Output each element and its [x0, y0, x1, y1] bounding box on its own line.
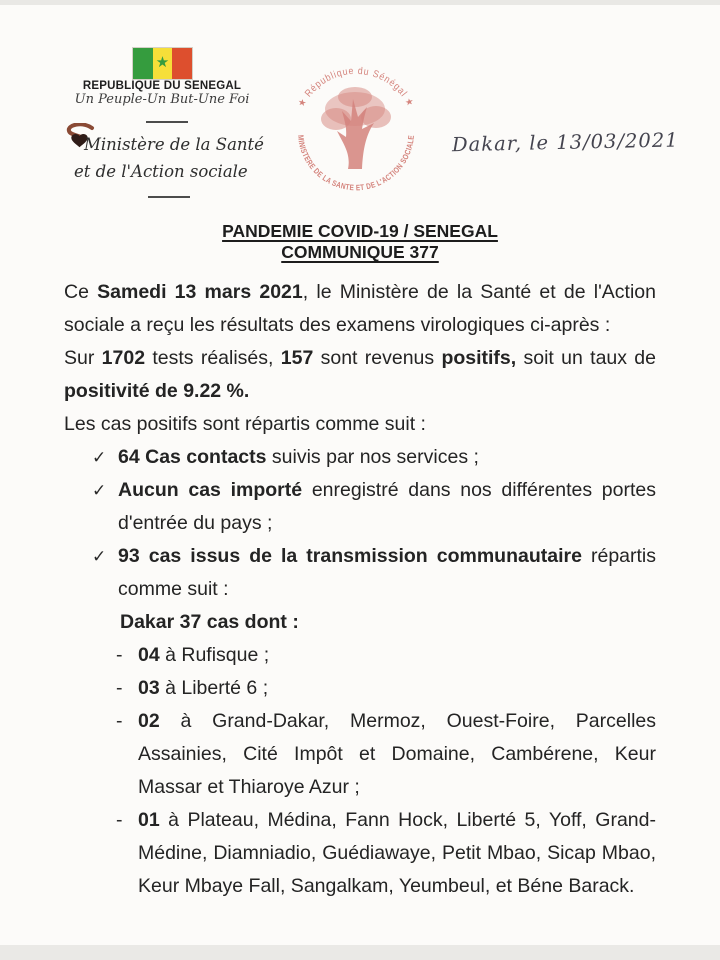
dash-icon: - — [116, 809, 123, 831]
check-icon: ✓ — [92, 547, 107, 566]
dash-icon: - — [116, 677, 123, 699]
date-line: Dakar, le 13/03/2021 — [451, 128, 679, 157]
check-item-text: 93 cas issus de la transmission communautaire répartis comme suit : — [118, 545, 657, 600]
flag-band-yellow — [153, 48, 173, 79]
dash-item-two-cases — [64, 705, 656, 804]
dash-item-text: 04 à Rufisque ; — [138, 644, 270, 666]
header-divider-top — [146, 121, 188, 123]
national-motto: Un Peuple-Un But-Une Foi — [74, 92, 250, 107]
check-item-text: 64 Cas contacts suivis par nos services ; — [118, 446, 479, 468]
dash-item-text: 03 à Liberté 6 ; — [138, 677, 269, 699]
paragraph-test-results: Sur 1702 tests réalisés, 157 sont revenus positifs, soit un taux de positivité de 9.22 %. — [64, 347, 656, 402]
flag-star-icon: ★ — [155, 54, 170, 71]
ministry-name — [74, 131, 264, 185]
ministry-name-line1: Ministère de la Santé — [84, 135, 264, 154]
title-line1: PANDEMIE COVID-19 / SENEGAL — [222, 221, 498, 241]
check-item-contacts — [64, 441, 656, 474]
republic-label: REPUBLIQUE DU SENEGAL — [82, 80, 242, 92]
paragraph-intro: Ce Samedi 13 mars 2021, le Ministère de la Santé et de l'Action sociale a reçu les résultats des examens virologiques ci-après : — [64, 281, 656, 336]
paragraph-repartition: Les cas positifs sont répartis comme suit : — [64, 413, 426, 435]
dash-item-text: 01 à Plateau, Médina, Fann Hock, Liberté 5, Yoff, Grand-Médine, Diamniadio, Guédiawaye, Petit Mbao, Sicap Mbao, Keur Mbaye Fall, Sangalkam, Yeumbeul, et Béne Barack. — [138, 809, 656, 897]
dash-item-one-case — [64, 804, 656, 903]
stamp-tree-icon — [321, 87, 391, 169]
dash-item-text: 02 à Grand-Dakar, Mermoz, Ouest-Foire, Parcelles Assainies, Cité Impôt et Domaine, Cambérene, Keur Massar et Thiaroye Azur ; — [138, 710, 656, 798]
stamp-bottom-text: MINISTERE DE LA SANTE ET DE L'ACTION SOCIALE — [296, 133, 417, 193]
title-line2: COMMUNIQUE 377 — [281, 242, 439, 262]
senegal-flag — [133, 48, 192, 79]
dash-icon: - — [116, 710, 123, 732]
check-item-imported — [64, 474, 656, 540]
dash-icon: - — [116, 644, 123, 666]
ministry-name-line2: et de l'Action sociale — [74, 162, 248, 181]
check-item-community — [64, 540, 656, 606]
subheading-dakar: Dakar 37 cas dont : — [120, 611, 299, 633]
flag-band-red — [172, 48, 192, 79]
communique-body — [64, 276, 656, 903]
stamp-top-text: ★ République du Sénégal ★ — [296, 65, 417, 111]
scan-edge-top — [0, 0, 720, 5]
check-item-text: Aucun cas importé enregistré dans nos différentes portes d'entrée du pays ; — [118, 479, 656, 534]
header-divider-bottom — [148, 196, 190, 198]
dash-item-rufisque — [64, 639, 656, 672]
check-icon: ✓ — [92, 481, 107, 500]
check-icon: ✓ — [92, 448, 107, 467]
dash-item-liberte6 — [64, 672, 656, 705]
flag-band-green — [133, 48, 153, 79]
document-title — [0, 221, 720, 263]
scan-edge-bottom — [0, 945, 720, 960]
ministry-stamp — [283, 57, 429, 207]
